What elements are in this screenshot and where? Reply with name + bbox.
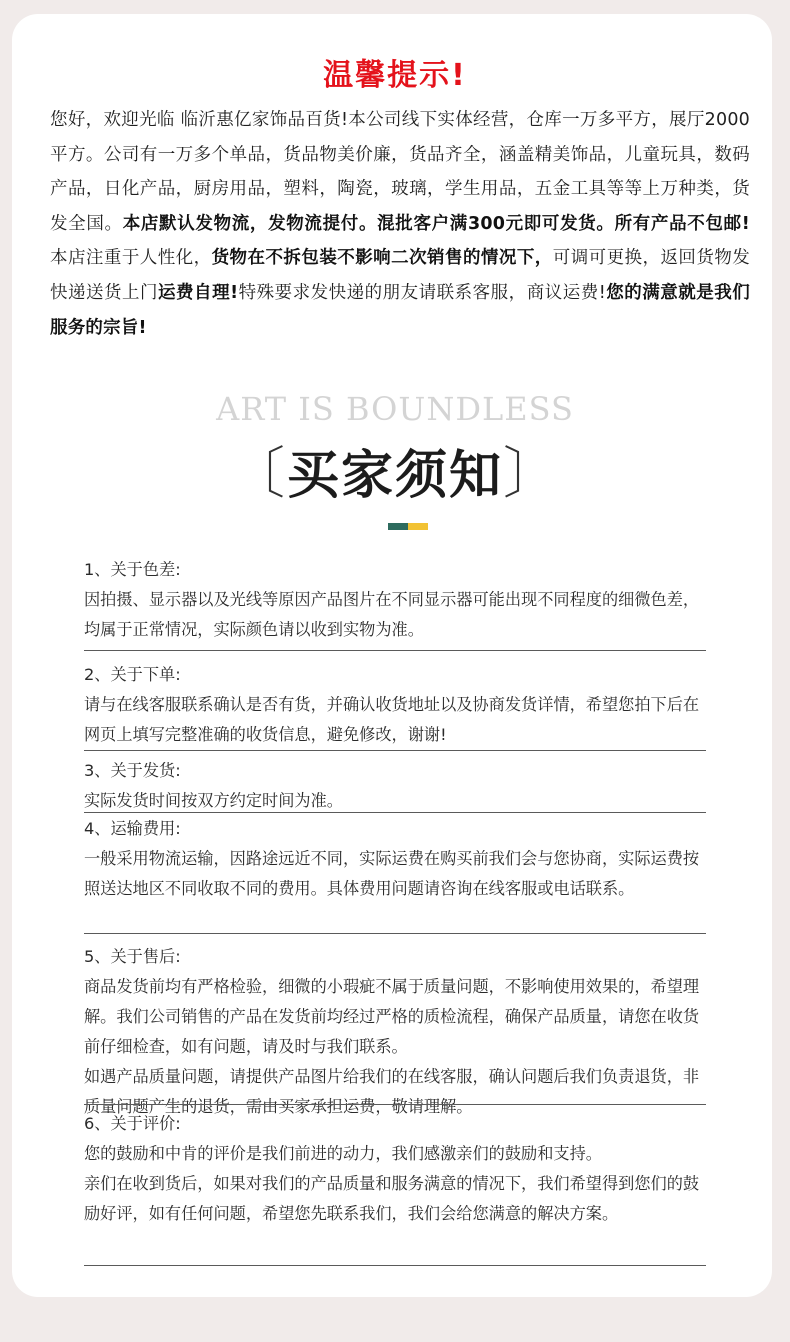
title-bracket-open: 〔 <box>228 442 287 507</box>
notice-body <box>50 103 750 345</box>
notice-title: 温馨提示! <box>323 58 467 93</box>
section-paragraph: 一般采用物流运输，因路途远近不同，实际运费在购买前我们会与您协商，实际运费按照送达地区不同收取不同的费用。具体费用问题请咨询在线客服或电话联系。 <box>84 849 700 898</box>
section-paragraph: 亲们在收到货后，如果对我们的产品质量和服务满意的情况下，我们希望得到您们的鼓励好评，如有任何问题，希望您先联系我们，我们会给您满意的解决方案。 <box>84 1174 700 1223</box>
section-after-sales <box>84 942 706 1122</box>
title-bracket-close: 〕 <box>503 442 561 507</box>
section-divider <box>84 1265 706 1266</box>
section-color-difference <box>84 555 706 645</box>
notice-text-exchange-condition: 货物在不拆包装不影响二次销售的情况下， <box>211 248 553 269</box>
notice-text-special: 特殊要求发快递的朋友请联系客服，商议运费! <box>238 282 606 303</box>
accent-bar-yellow <box>408 523 428 530</box>
accent-bar-green <box>388 523 408 530</box>
title-text: 买家须知 <box>286 445 503 506</box>
section-title: 4、运输费用: <box>84 819 181 838</box>
section-divider <box>84 650 706 651</box>
section-title: 6、关于评价: <box>84 1114 181 1133</box>
notice-text-freight-self: 运费自理! <box>158 282 239 303</box>
section-divider <box>84 1104 706 1105</box>
section-reviews <box>84 1109 706 1229</box>
section-ordering <box>84 660 706 750</box>
buyer-notice-title <box>0 430 790 510</box>
notice-text-shipping-policy: 本店默认发物流，发物流提付。混批客户满300元即可发货。所有产品不包邮! <box>122 213 750 234</box>
section-title: 2、关于下单: <box>84 665 181 684</box>
section-title: 5、关于售后: <box>84 947 181 966</box>
section-divider <box>84 933 706 934</box>
section-title: 3、关于发货: <box>84 761 181 780</box>
art-heading: ART IS BOUNDLESS <box>216 390 574 428</box>
notice-text-exchange: 可调可更换，返回货物发快递送货上门 <box>50 248 750 303</box>
section-shipping <box>84 756 706 816</box>
section-paragraph: 商品发货前均有严格检验，细微的小瑕疵不属于质量问题，不影响使用效果的，希望理解。我们公司销售的产品在发货前均经过严格的质检流程，确保产品质量，请您在收货前仔细检查，如有问题，请及时与我们联系。 <box>84 977 700 1056</box>
section-paragraph: 因拍摄、显示器以及光线等原因产品图片在不同显示器可能出现不同程度的细微色差，均属于正常情况，实际颜色请以收到实物为准。 <box>84 590 700 639</box>
section-freight <box>84 814 706 904</box>
section-paragraph: 请与在线客服联系确认是否有货，并确认收货地址以及协商发货详情，希望您拍下后在网页上填写完整准确的收货信息，避免修改，谢谢! <box>84 695 700 744</box>
notice-text-humanized: 本店注重于人性化， <box>50 248 212 269</box>
section-paragraph: 如遇产品质量问题，请提供产品图片给我们的在线客服，确认问题后我们负责退货，非质量问题产生的退货，需由买家承担运费，敬请理解。 <box>84 1067 700 1116</box>
section-paragraph: 实际发货时间按双方约定时间为准。 <box>84 791 343 810</box>
section-divider <box>84 750 706 751</box>
section-title: 1、关于色差: <box>84 560 181 579</box>
section-paragraph: 您的鼓励和中肯的评价是我们前进的动力，我们感激亲们的鼓励和支持。 <box>84 1144 602 1163</box>
notice-text-intro: 您好，欢迎光临 临沂惠亿家饰品百货!本公司线下实体经营，仓库一万多平方，展厅2000平方。公司有一万多个单品，货品物美价廉，货品齐全，涵盖精美饰品，儿童玩具，数码产品，日化产品，厨房用品，塑料，陶瓷，玻璃，学生用品，五金工具等等上万种类，货发全国。 <box>50 110 750 234</box>
notice-text-motto: 您的满意就是我们服务的宗旨! <box>50 282 750 338</box>
section-divider <box>84 812 706 813</box>
